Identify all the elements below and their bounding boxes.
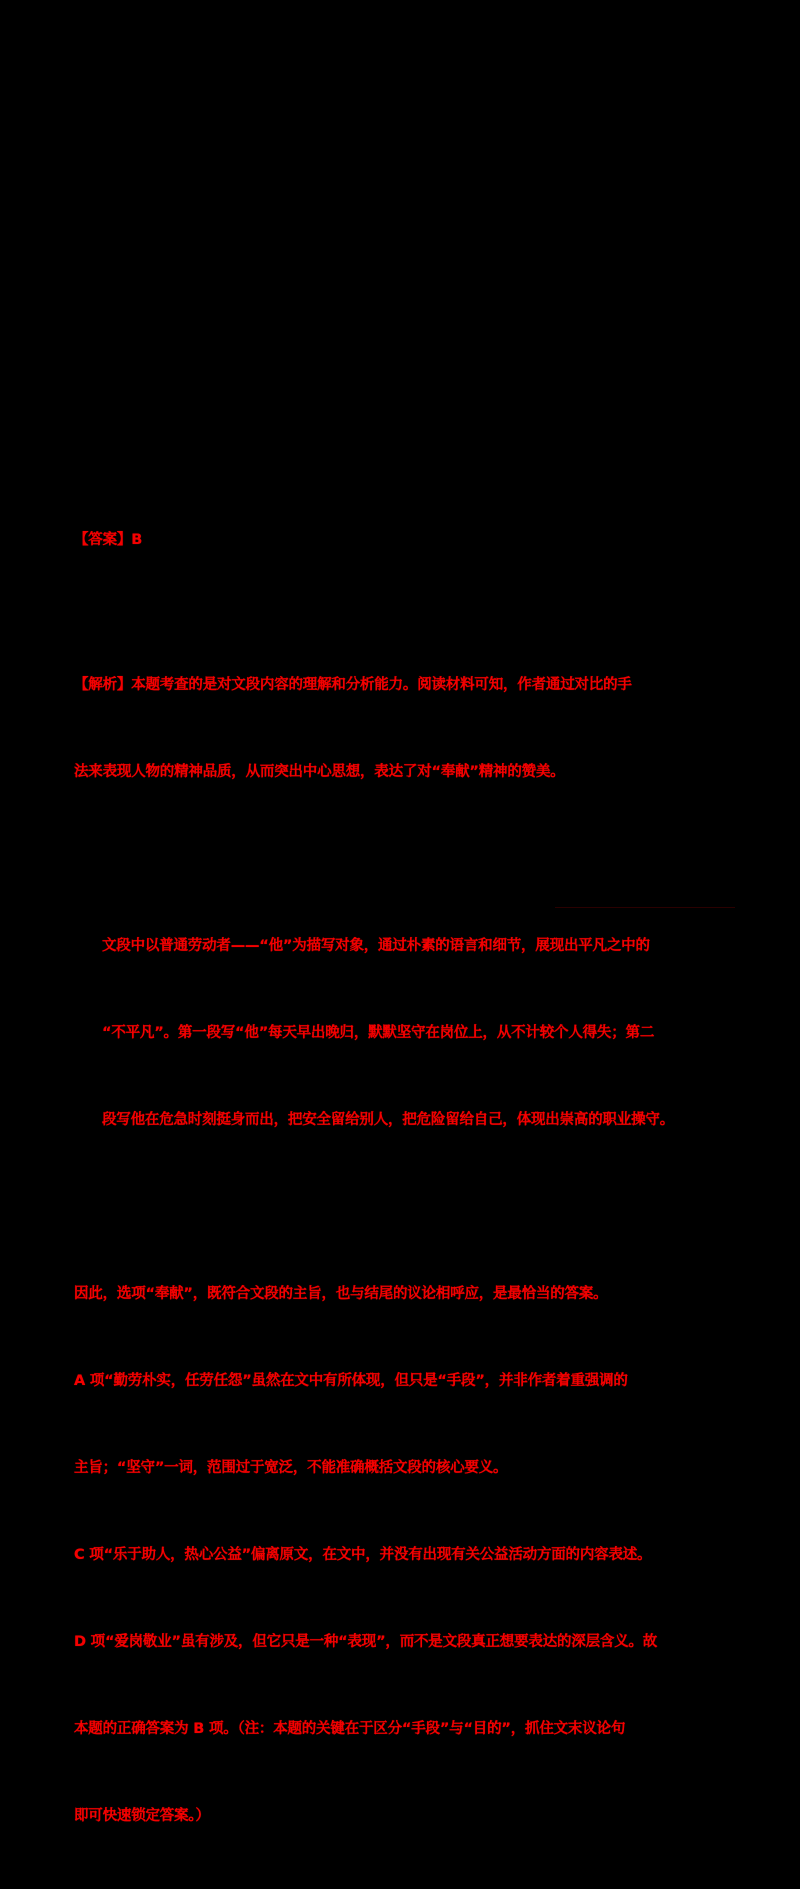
answer-title — [74, 468, 734, 613]
body-two-line-5: D 项“爱岗敬业”虽有涉及，但它只是一种“表现”，而不是文段真正想要表达的深层含义。故 — [74, 1634, 658, 1650]
body-one-line-2: “不平凡”。第一段写“他”每天早出晚归，默默坚守在岗位上，从不计较个人得失；第二 — [102, 1025, 655, 1041]
body-paragraph-two — [74, 1222, 734, 1889]
body-two-line-2: A 项“勤劳朴实，任劳任怨”虽然在文中有所体现，但只是“手段”，并非作者着重强调的 — [74, 1373, 628, 1389]
body-paragraph-one — [74, 874, 734, 1193]
body-two-line-4: C 项“乐于助人，热心公益”偏离原文，在文中，并没有出现有关公益活动方面的内容表述。 — [74, 1547, 652, 1563]
paragraph-spacer-2 — [74, 1193, 734, 1222]
body-one-line-1: 文段中以普通劳动者——“他”为描写对象，通过朴素的语言和细节，展现出平凡之中的 — [102, 938, 650, 954]
body-one-line-3: 段写他在危急时刻挺身而出，把安全留给别人，把危险留给自己，体现出崇高的职业操守。 — [102, 1112, 674, 1128]
answer-title-line: 【答案】B — [74, 532, 143, 548]
horizontal-rule-artifact — [555, 907, 735, 908]
document-text-block — [74, 468, 734, 1889]
body-two-line-1: 因此，选项“奉献”，既符合文段的主旨，也与结尾的议论相呼应，是最恰当的答案。 — [74, 1286, 608, 1302]
analysis-paragraph — [74, 613, 734, 845]
analysis-line-2: 法来表现人物的精神品质，从而突出中心思想，表达了对“奉献”精神的赞美。 — [74, 764, 565, 780]
body-two-line-3: 主旨；“坚守”一词，范围过于宽泛，不能准确概括文段的核心要义。 — [74, 1460, 508, 1476]
body-two-line-6: 本题的正确答案为 B 项。（注：本题的关键在于区分“手段”与“目的”，抓住文末议论句 — [74, 1721, 626, 1737]
paragraph-spacer-1 — [74, 845, 734, 874]
analysis-line-1: 【解析】本题考查的是对文段内容的理解和分析能力。阅读材料可知，作者通过对比的手 — [74, 677, 632, 693]
body-two-line-7: 即可快速锁定答案。） — [74, 1808, 210, 1824]
